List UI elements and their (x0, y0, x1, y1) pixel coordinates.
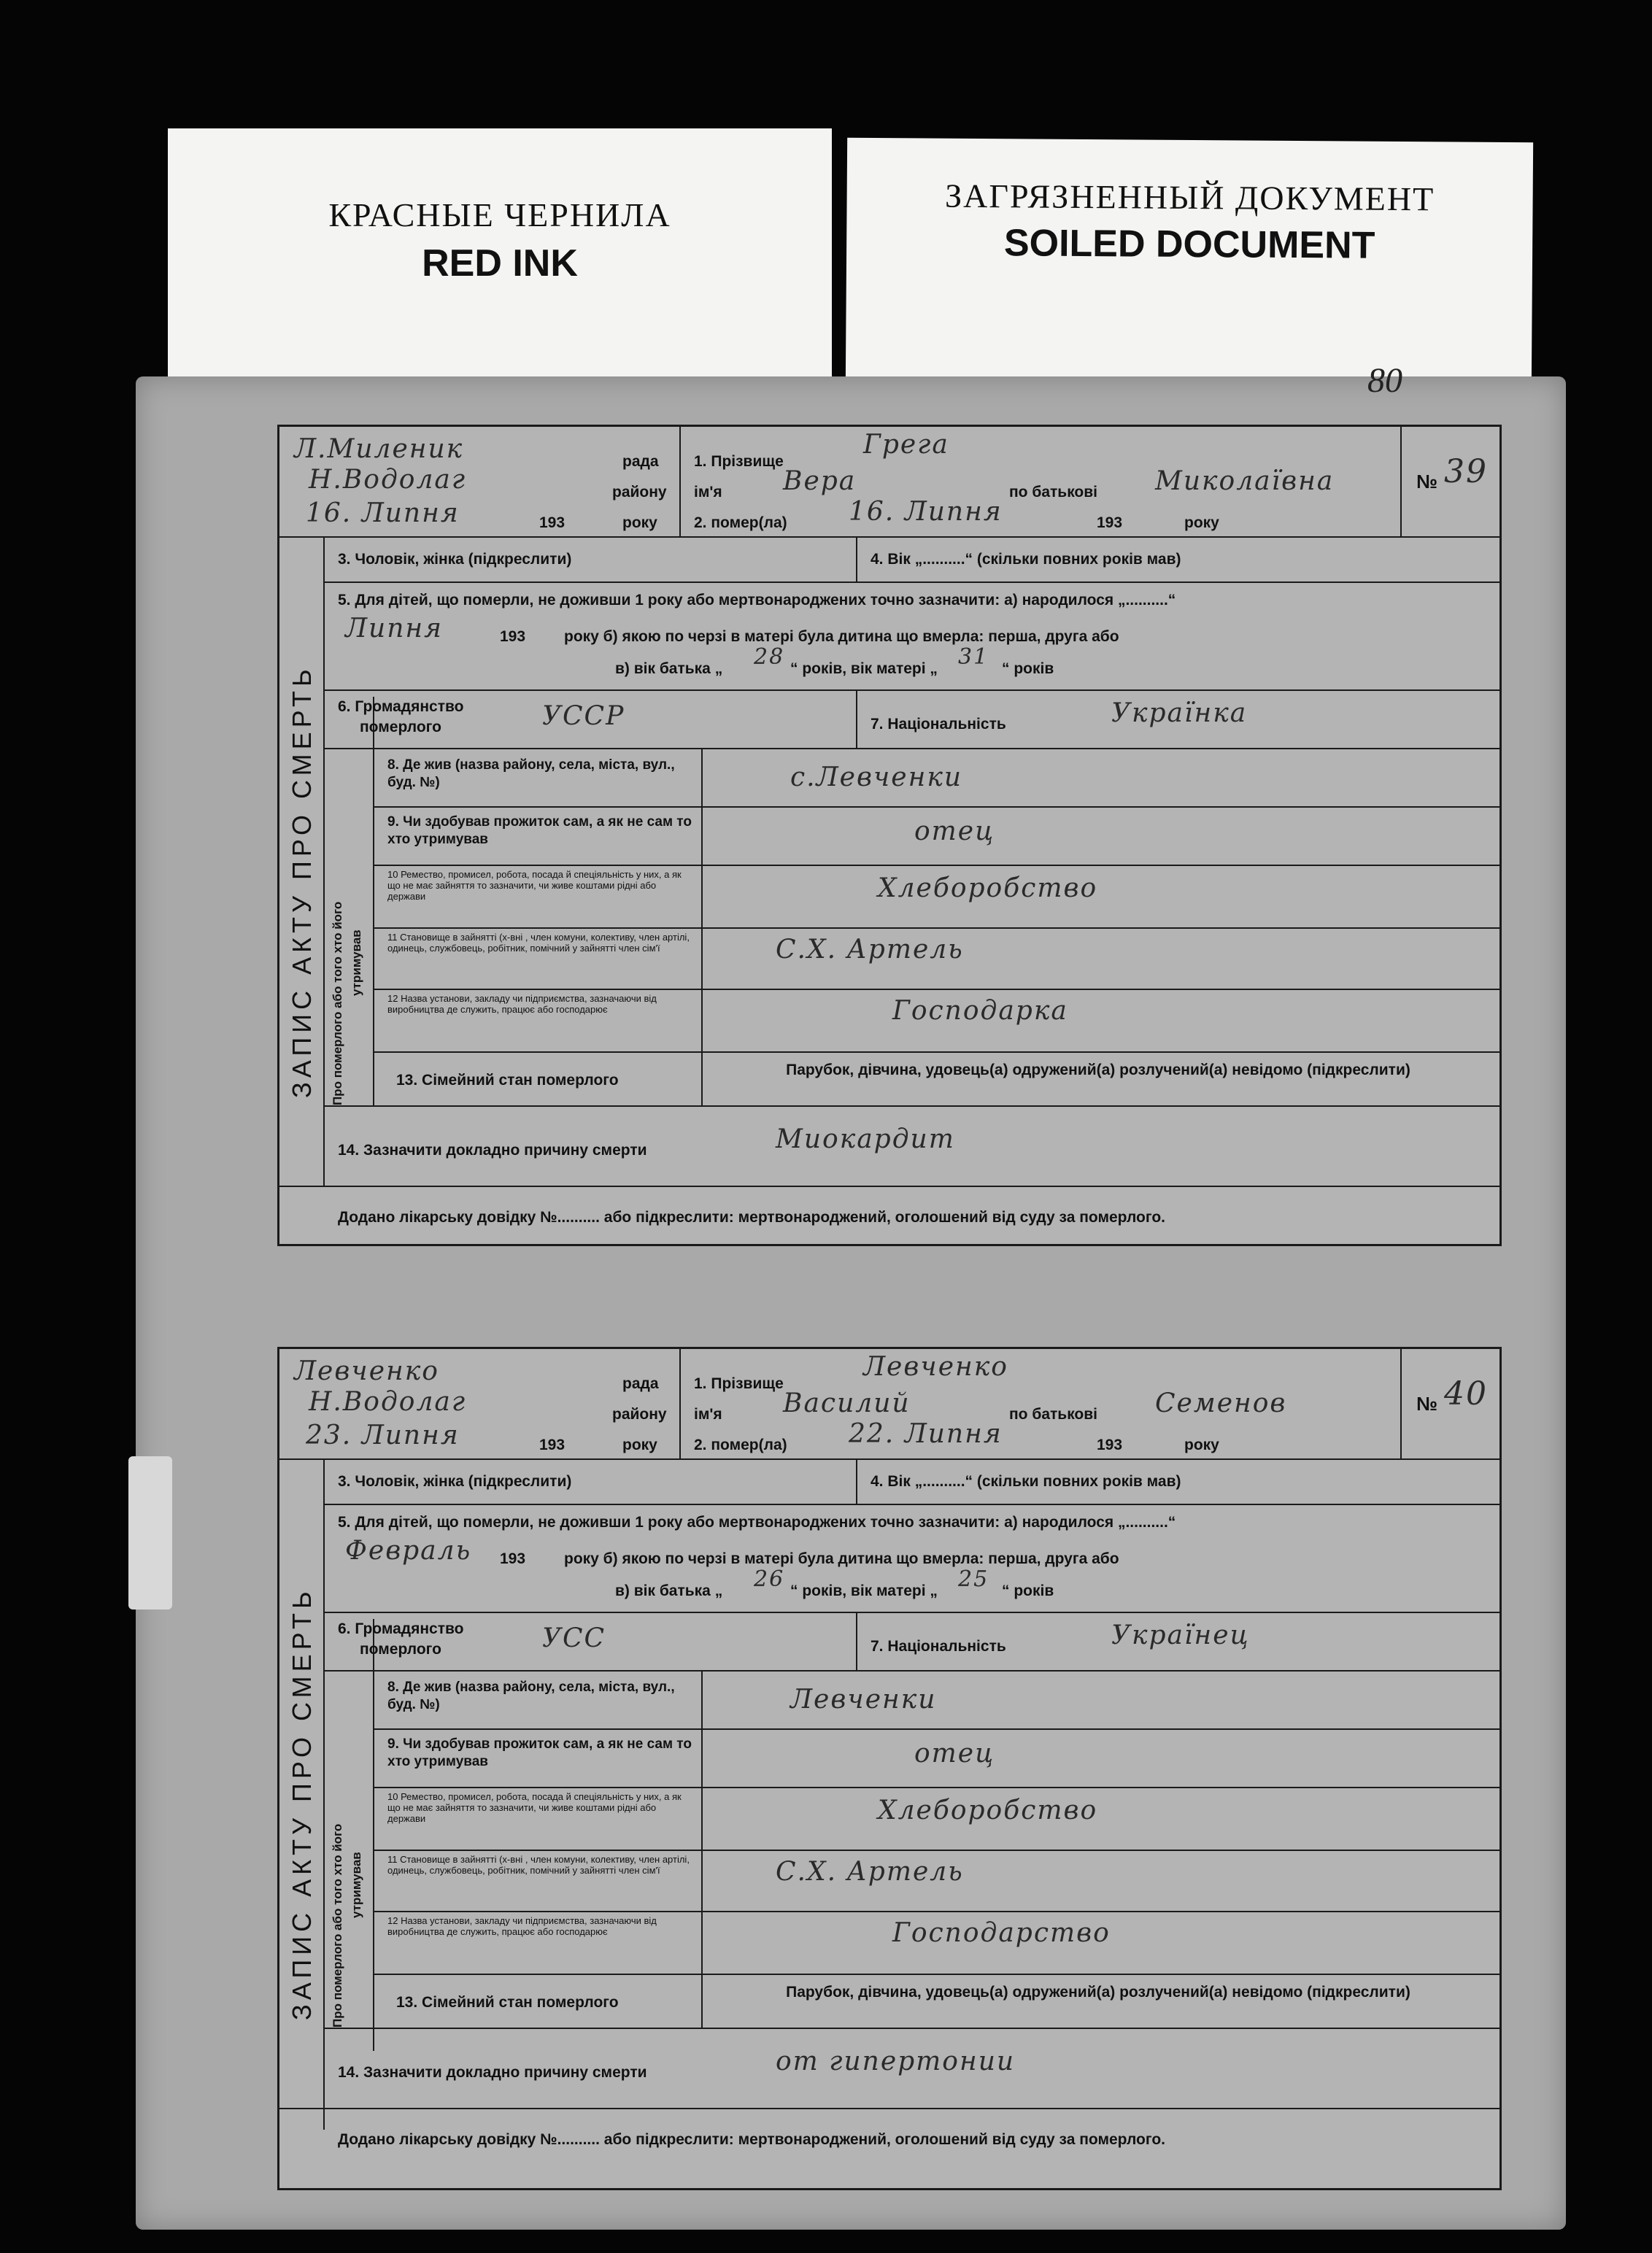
father-age-handwriting: 28 (754, 644, 785, 670)
date-handwriting: 16. Липня (306, 498, 460, 528)
field-14: 14. Зазначити докладно причину смерти (338, 1142, 647, 1159)
field-12: 12 Назва установи, закладу чи підприємства, зазначаючи від виробництва де служить, працює або господарює (387, 993, 657, 1015)
field-9: 9. Чи здобував прожиток сам, а як не сам то хто утримував (387, 1736, 692, 1769)
patronymic-handwriting: Семенов (1155, 1388, 1287, 1418)
soiled-en: SOILED DOCUMENT (1003, 222, 1375, 267)
rada-handwriting: Л.Миленик (294, 434, 464, 464)
name-handwriting: Василий (783, 1388, 911, 1418)
field-5c3: “ років (1002, 1582, 1054, 1599)
mother-age-handwriting: 25 (958, 1566, 989, 1592)
surname-handwriting: Грега (863, 430, 949, 460)
field-11: 11 Становище в зайнятті (х-вні , член комуни, колективу, член артілі, одинець, службовець, робітник, помічний у зайнятті член сім'ї (387, 932, 690, 954)
side-title: ЗАПИС АКТУ ПРО СМЕРТЬ (287, 1587, 317, 2020)
lived-handwriting: Левченки (790, 1685, 937, 1715)
form-rule (373, 1051, 1499, 1053)
born-handwriting: Февраль (345, 1536, 472, 1566)
side-subtitle-2: утримував (350, 1852, 363, 1918)
field-5a: 5. Для дітей, що померли, не доживши 1 року або мертвонароджених точно зазначити: а) народилося „..........“ (338, 1514, 1176, 1531)
field-11: 11 Становище в зайнятті (х-вні , член комуни, колективу, член артілі, одинець, службовець, робітник, помічний у зайнятті член сім'ї (387, 1854, 690, 1876)
field-12: 12 Назва установи, закладу чи підприємства, зазначаючи від виробництва де служить, працює або господарює (387, 1915, 657, 1937)
form-rule (279, 536, 1499, 538)
form-rule (373, 1728, 1499, 1730)
field-13: 13. Сімейний стан померлого (396, 1072, 619, 1089)
form-rule (323, 1612, 1499, 1613)
father-age-handwriting: 26 (754, 1566, 785, 1592)
citizenship-handwriting: УСС (542, 1623, 606, 1653)
lived-handwriting: с.Левченки (790, 762, 962, 792)
record-number: 39 (1444, 453, 1488, 490)
cause-handwriting: Миокардит (776, 1124, 955, 1154)
position-handwriting: С.Х. Артель (776, 935, 964, 965)
rayonu-label: району (612, 1406, 667, 1423)
year-prefix: 193 (539, 1437, 566, 1453)
field-10: 10 Ремество, промисел, робота, посада й спеціяльність у них, а як що не має зайняття то зазначити, чи живе коштами рідні або держави (387, 1791, 682, 1824)
form-rule (373, 865, 1499, 866)
form-rule (856, 1612, 857, 1670)
died-roku: року (1184, 514, 1219, 531)
field-4-age: 4. Вік „..........“ (скільки повних років мав) (871, 551, 1181, 568)
form-rule (373, 1787, 1499, 1788)
roku-label: року (622, 514, 657, 531)
field-5b: року б) якою по черзі в матері була дитина що вмерла: перша, друга або (564, 1550, 1119, 1567)
form-rule (279, 1186, 1499, 1187)
rayonu-handwriting: Н.Водолаг (309, 465, 467, 495)
field-14: 14. Зазначити докладно причину смерти (338, 2064, 647, 2081)
field-5b: року б) якою по черзі в матері була дитина що вмерла: перша, друга або (564, 628, 1119, 645)
death-record-2 (277, 1347, 1502, 2190)
cause-handwriting: от гипертонии (776, 2047, 1016, 2076)
form-rule (279, 2108, 1499, 2109)
field-4-age: 4. Вік „..........“ (скільки повних років мав) (871, 1473, 1181, 1490)
field-5c2: “ років, вік матері „ (790, 660, 938, 677)
form-rule (373, 1619, 374, 2051)
died-label: 2. помер(ла) (694, 514, 787, 531)
soiled-ru: ЗАГРЯЗНЕННЫЙ ДОКУМЕНТ (944, 177, 1435, 218)
document-sheet (136, 361, 1566, 2230)
date-handwriting: 23. Липня (306, 1421, 460, 1450)
field-13-options: Парубок, дівчина, удовець(а) одружений(а) розлучений(а) невідомо (підкреслити) (786, 1062, 1410, 1078)
field-5-year: 193 (500, 628, 526, 645)
occupation-handwriting: Хлеборобство (878, 1796, 1098, 1825)
field-13-options: Парубок, дівчина, удовець(а) одружений(а) розлучений(а) невідомо (підкреслити) (786, 1984, 1410, 2001)
form-rule (279, 1458, 1499, 1460)
field-8: 8. Де жив (назва району, села, міста, вул., буд. №) (387, 757, 675, 790)
field-7: 7. Національність (871, 716, 1006, 733)
field-5c: в) вік батька „ (615, 1582, 723, 1599)
field-5c2: “ років, вік матері „ (790, 1582, 938, 1599)
form-rule (373, 927, 1499, 929)
red-ink-ru: КРАСНЫЕ ЧЕРНИЛА (328, 196, 671, 233)
died-year-prefix: 193 (1097, 1437, 1123, 1453)
form-rule (679, 1349, 681, 1458)
citizenship-handwriting: УССР (542, 701, 625, 731)
field-6: 6. Громадянство (338, 1620, 464, 1637)
field-5a: 5. Для дітей, що померли, не доживши 1 року або мертвонароджених точно зазначити: а) народилося „..........“ (338, 592, 1176, 608)
footer-note: Додано лікарську довідку №.......... або підкреслити: мертвонароджений, оголошений від суду за померлого. (338, 1209, 1165, 1226)
patronymic-label: по батькові (1009, 484, 1097, 501)
side-title: ЗАПИС АКТУ ПРО СМЕРТЬ (287, 665, 317, 1098)
died-year-prefix: 193 (1097, 514, 1123, 531)
field-3-sex: 3. Чоловік, жінка (підкреслити) (338, 1473, 572, 1490)
year-prefix: 193 (539, 514, 566, 531)
form-rule (373, 806, 1499, 808)
form-rule (323, 2028, 1499, 2029)
form-rule (323, 1504, 1499, 1505)
paper-clip-mark (128, 1456, 172, 1609)
patronymic-label: по батькові (1009, 1406, 1097, 1423)
surname-label: 1. Прізвище (694, 1375, 784, 1392)
form-rule (323, 748, 1499, 749)
footer-note: Додано лікарську довідку №.......... або підкреслити: мертвонароджений, оголошений від суду за померлого. (338, 2131, 1165, 2148)
born-handwriting: Липня (345, 614, 443, 644)
support-handwriting: отец (914, 816, 995, 846)
nationality-handwriting: Українка (1111, 698, 1248, 728)
surname-label: 1. Прізвище (694, 453, 784, 470)
form-rule (323, 1458, 325, 2130)
institution-handwriting: Господарство (892, 1918, 1111, 1948)
form-rule (323, 1670, 1499, 1672)
form-rule (323, 536, 325, 1186)
number-label: № (1416, 471, 1437, 492)
side-subtitle-2: утримував (350, 930, 363, 996)
name-label: ім'я (694, 484, 722, 501)
died-handwriting: 22. Липня (849, 1419, 1003, 1449)
field-13: 13. Сімейний стан померлого (396, 1994, 619, 2011)
field-5-year: 193 (500, 1550, 526, 1567)
form-rule (373, 1974, 1499, 1975)
field-7: 7. Національність (871, 1638, 1006, 1655)
form-rule (1400, 427, 1402, 536)
position-handwriting: С.Х. Артель (776, 1857, 964, 1887)
rada-handwriting: Левченко (294, 1356, 439, 1386)
rada-label: рада (622, 1375, 659, 1392)
field-3-sex: 3. Чоловік, жінка (підкреслити) (338, 551, 572, 568)
rayonu-handwriting: Н.Водолаг (309, 1387, 467, 1417)
form-rule (323, 1105, 1499, 1107)
field-8: 8. Де жив (назва району, села, міста, вул., буд. №) (387, 1680, 675, 1712)
died-label: 2. помер(ла) (694, 1437, 787, 1453)
field-6b: померлого (360, 1641, 441, 1658)
form-rule (856, 689, 857, 748)
name-handwriting: Вера (783, 466, 857, 496)
page-number: 80 (1367, 361, 1402, 400)
mother-age-handwriting: 31 (958, 644, 989, 670)
red-ink-label-card (168, 128, 832, 384)
form-rule (373, 1850, 1499, 1851)
side-subtitle-1: Про померлого або того хто його (331, 1823, 344, 2028)
red-ink-en: RED INK (422, 242, 578, 285)
field-5c3: “ років (1002, 660, 1054, 677)
field-6: 6. Громадянство (338, 698, 464, 715)
roku-label: року (622, 1437, 657, 1453)
surname-handwriting: Левченко (863, 1352, 1008, 1382)
soiled-document-label-card (846, 138, 1533, 388)
form-rule (679, 427, 681, 536)
form-rule (323, 581, 1499, 583)
field-6b: померлого (360, 719, 441, 735)
field-5c: в) вік батька „ (615, 660, 723, 677)
occupation-handwriting: Хлеборобство (878, 873, 1098, 903)
form-rule (373, 1911, 1499, 1912)
number-label: № (1416, 1393, 1437, 1415)
form-rule (856, 1458, 857, 1504)
institution-handwriting: Господарка (892, 996, 1068, 1026)
record-number: 40 (1444, 1375, 1488, 1413)
rayonu-label: району (612, 484, 667, 501)
form-rule (856, 536, 857, 581)
patronymic-handwriting: Миколаївна (1155, 466, 1335, 496)
death-record-1 (277, 425, 1502, 1246)
nationality-handwriting: Українец (1111, 1620, 1250, 1650)
side-subtitle-1: Про померлого або того хто його (331, 901, 344, 1105)
support-handwriting: отец (914, 1739, 995, 1769)
died-handwriting: 16. Липня (849, 497, 1003, 527)
form-rule (373, 697, 374, 1107)
form-rule (323, 689, 1499, 691)
name-label: ім'я (694, 1406, 722, 1423)
died-roku: року (1184, 1437, 1219, 1453)
rada-label: рада (622, 453, 659, 470)
form-rule (373, 989, 1499, 990)
field-9: 9. Чи здобував прожиток сам, а як не сам то хто утримував (387, 814, 692, 847)
form-rule (1400, 1349, 1402, 1458)
field-10: 10 Ремество, промисел, робота, посада й спеціяльність у них, а як що не має зайняття то зазначити, чи живе коштами рідні або держави (387, 869, 682, 902)
